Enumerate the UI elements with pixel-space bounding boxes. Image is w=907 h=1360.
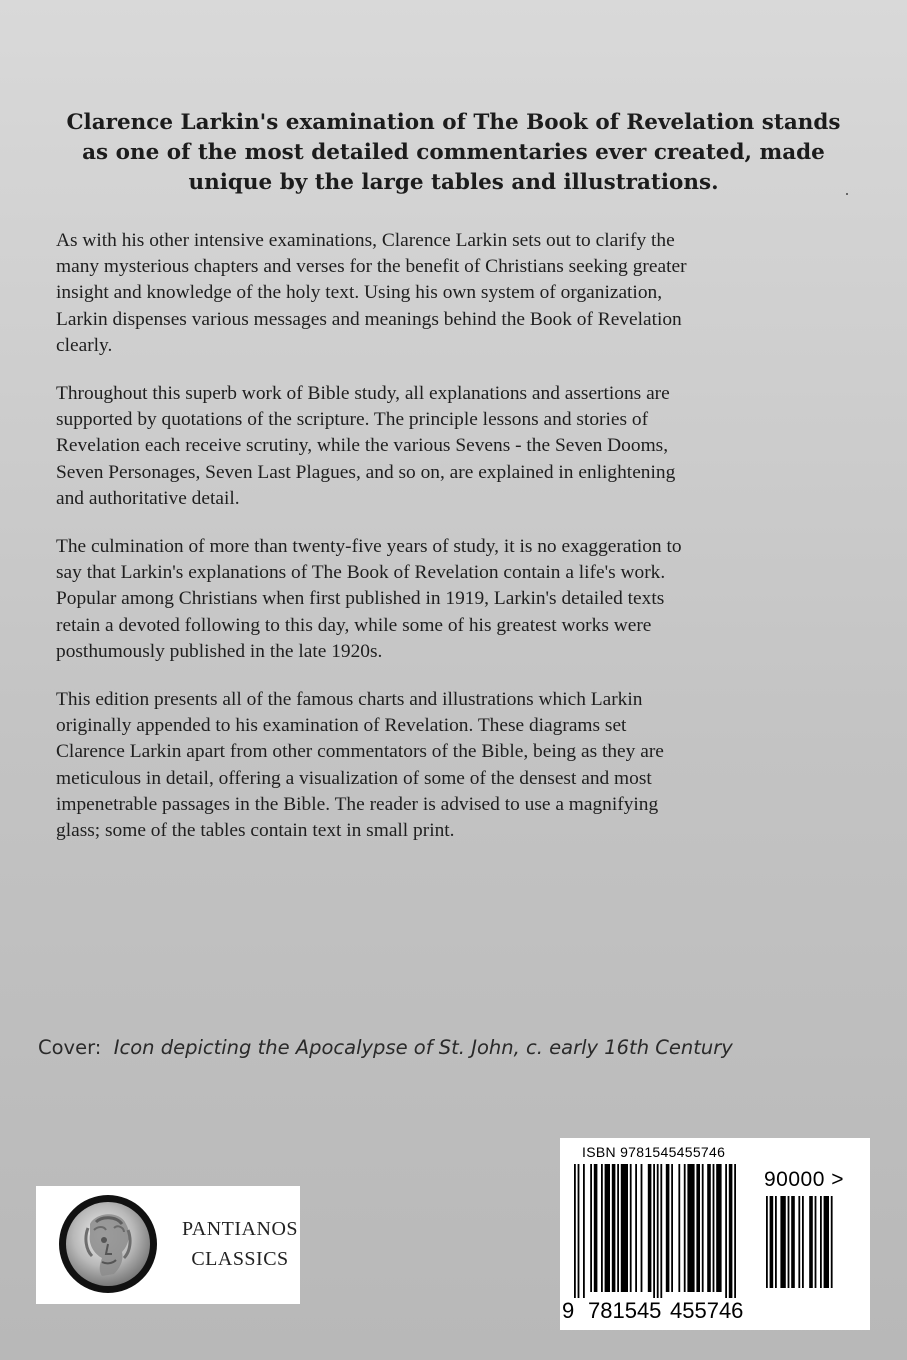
barcode-bar bbox=[583, 1164, 585, 1298]
barcode-bar bbox=[657, 1164, 659, 1298]
coin-portrait-icon bbox=[58, 1194, 158, 1294]
barcode-bar bbox=[707, 1164, 711, 1292]
barcode-bar bbox=[653, 1164, 655, 1298]
isbn-lead-digit: 9 bbox=[562, 1298, 575, 1323]
barcode-bar bbox=[601, 1164, 603, 1292]
barcode-bar bbox=[578, 1164, 580, 1298]
barcode-bar bbox=[687, 1164, 694, 1292]
cover-credit-text: Icon depicting the Apocalypse of St. John, c. early 16th Century bbox=[113, 1036, 733, 1059]
barcode-bar bbox=[809, 1196, 813, 1288]
text-line: Seven Personages, Seven Last Plagues, and so on, are explained in enlightening bbox=[56, 461, 676, 483]
paragraph-3 bbox=[56, 534, 856, 665]
barcode-bar bbox=[820, 1196, 822, 1288]
barcode-bar bbox=[617, 1164, 619, 1292]
barcode-bar bbox=[641, 1164, 643, 1292]
barcode-bar bbox=[775, 1196, 777, 1288]
barcode-bar bbox=[684, 1164, 686, 1292]
isbn-right-group: 455746 bbox=[670, 1298, 744, 1323]
barcode-bar bbox=[729, 1164, 733, 1298]
isbn-label: ISBN 9781545455746 bbox=[582, 1144, 726, 1160]
text-line: insight and knowledge of the holy text. Using his own system of organization, bbox=[56, 282, 663, 304]
text-line: originally appended to his examination of Revelation. These diagrams set bbox=[56, 715, 627, 737]
text-line: clearly. bbox=[56, 334, 113, 356]
text-line: As with his other intensive examinations, Clarence Larkin sets out to clarify the bbox=[56, 230, 675, 251]
barcode-bar bbox=[660, 1164, 662, 1298]
text-line: and authoritative detail. bbox=[56, 487, 240, 509]
text-line: Revelation each receive scrutiny, while the various Sevens - the Seven Dooms, bbox=[56, 435, 669, 457]
barcode-bar bbox=[590, 1164, 592, 1292]
barcode-bar bbox=[766, 1196, 768, 1288]
addon-bars bbox=[764, 1196, 856, 1288]
isbn-left-group: 781545 bbox=[588, 1298, 662, 1323]
barcode-bar bbox=[770, 1196, 774, 1288]
text-line: Clarence Larkin apart from other commentators of the Bible, being as they are bbox=[56, 741, 664, 763]
text-line: Larkin dispenses various messages and meanings behind the Book of Revelation bbox=[56, 308, 682, 330]
cover-credit-label: Cover: bbox=[38, 1036, 102, 1059]
barcode-bar bbox=[798, 1196, 800, 1288]
barcode-bar bbox=[630, 1164, 632, 1292]
cover-credit bbox=[38, 1036, 733, 1059]
paragraph-1 bbox=[56, 228, 856, 359]
barcode-bar bbox=[824, 1196, 829, 1288]
barcode-bar bbox=[716, 1164, 721, 1292]
text-line: say that Larkin's explanations of The Book of Revelation contain a life's work. bbox=[56, 562, 666, 584]
addon-code: 90000 > bbox=[764, 1168, 844, 1191]
publisher-line-2: CLASSICS bbox=[191, 1248, 289, 1270]
barcode-bar bbox=[791, 1196, 795, 1288]
barcode-bar bbox=[648, 1164, 652, 1292]
lead-line: unique by the large tables and illustrations. bbox=[188, 170, 719, 195]
text-line: many mysterious chapters and verses for the benefit of Christians seeking greater bbox=[56, 256, 687, 278]
publisher-logo bbox=[36, 1186, 300, 1304]
text-line: supported by quotations of the scripture. The principle lessons and stories of bbox=[56, 409, 649, 431]
barcode-bar bbox=[713, 1164, 715, 1292]
barcode-bar bbox=[725, 1164, 727, 1298]
barcode-bar bbox=[635, 1164, 637, 1292]
text-line: impenetrable passages in the Bible. The reader is advised to use a magnifying bbox=[56, 793, 659, 815]
barcode-bar bbox=[594, 1164, 598, 1292]
barcode-bar bbox=[831, 1196, 833, 1288]
lead-line: as one of the most detailed commentaries ever created, made bbox=[82, 140, 825, 165]
speck bbox=[846, 193, 848, 195]
barcode-bar bbox=[605, 1164, 610, 1292]
text-line: The culmination of more than twenty-five years of study, it is no exaggeration to bbox=[56, 536, 682, 557]
lead-blurb bbox=[60, 108, 847, 198]
barcode-bar bbox=[678, 1164, 680, 1292]
paragraph-2 bbox=[56, 381, 856, 512]
lead-line: Clarence Larkin's examination of The Book of Revelation stands bbox=[66, 110, 841, 135]
barcode-bar bbox=[671, 1164, 673, 1292]
ean13-bars bbox=[572, 1164, 760, 1298]
barcode-bar bbox=[666, 1164, 670, 1292]
text-line: This edition presents all of the famous charts and illustrations which Larkin bbox=[56, 689, 643, 710]
barcode-bar bbox=[621, 1164, 628, 1292]
barcode-bar bbox=[574, 1164, 576, 1298]
barcode-bar bbox=[802, 1196, 804, 1288]
text-line: glass; some of the tables contain text in small print. bbox=[56, 820, 455, 842]
publisher-name bbox=[182, 1214, 298, 1274]
text-line: retain a devoted following to this day, while some of his greatest works were bbox=[56, 614, 652, 636]
barcode-bar bbox=[702, 1164, 704, 1292]
barcode-bar bbox=[788, 1196, 790, 1288]
barcode-bar bbox=[734, 1164, 736, 1298]
paragraph-4 bbox=[56, 687, 856, 844]
isbn-barcode bbox=[560, 1138, 870, 1330]
text-line: Throughout this superb work of Bible study, all explanations and assertions are bbox=[56, 383, 670, 404]
barcode-bar bbox=[780, 1196, 785, 1288]
text-line: Popular among Christians when first published in 1919, Larkin's detailed texts bbox=[56, 588, 665, 610]
text-line: posthumously published in the late 1920s. bbox=[56, 640, 383, 662]
barcode-bar bbox=[696, 1164, 700, 1292]
barcode-bar bbox=[612, 1164, 616, 1292]
barcode-bar bbox=[815, 1196, 817, 1288]
publisher-line-1: PANTIANOS bbox=[182, 1218, 299, 1240]
text-line: meticulous in detail, offering a visualization of some of the densest and most bbox=[56, 767, 652, 789]
